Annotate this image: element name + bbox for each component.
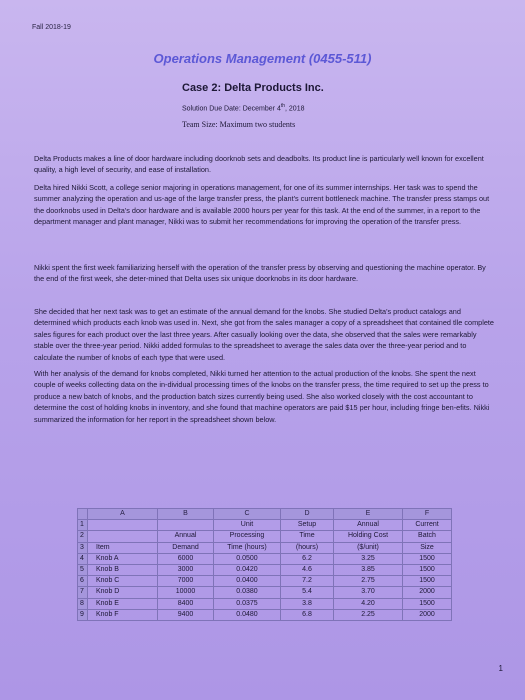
paragraph-internship: Delta hired Nikki Scott, a college senior majoring in operations management, for one of its summer internships. Her task was to spend the summer analyzing the operation and us-age of the large transfer press, the plant's current bottleneck machine. The transfer press stamps out the doorknobs used in Delta's door hardware and is available 2000 hours per year for this task. At the end of the summer, in a report to the department manager and plant manager, Nikki was to submit her recommendations for improving the operation of the transfer press. bbox=[34, 183, 490, 227]
header-cell: Annual bbox=[158, 531, 214, 542]
column-letter: E bbox=[334, 509, 403, 520]
header-cell: Time bbox=[281, 531, 334, 542]
header-cell: Demand bbox=[158, 542, 214, 553]
table-row bbox=[78, 553, 452, 564]
row-number: 2 bbox=[78, 531, 88, 542]
header-cell: Processing bbox=[214, 531, 281, 542]
row-number: 1 bbox=[78, 520, 88, 531]
case-title: Case 2: Delta Products Inc. bbox=[182, 82, 324, 94]
table-cell: 1500 bbox=[403, 564, 452, 575]
table-cell: 0.0480 bbox=[214, 609, 281, 620]
table-cell: 4.20 bbox=[334, 598, 403, 609]
paragraph-first-week: Nikki spent the first week familiarizing herself with the operation of the transfer press by observing and questioning the machine operator. By the end of the first week, she deter-mined that Delta uses six unique doorknobs in its door hardware. bbox=[34, 263, 486, 284]
table-cell: Knob D bbox=[88, 587, 158, 598]
header-cell: Current bbox=[403, 520, 452, 531]
header-cell: Annual bbox=[334, 520, 403, 531]
table-cell: 1500 bbox=[403, 553, 452, 564]
header-cell: Unit bbox=[214, 520, 281, 531]
row-number: 3 bbox=[78, 542, 88, 553]
header-cell: Setup bbox=[281, 520, 334, 531]
column-letter: B bbox=[158, 509, 214, 520]
row-number: 9 bbox=[78, 609, 88, 620]
table-cell: 4.6 bbox=[281, 564, 334, 575]
table-cell: Knob F bbox=[88, 609, 158, 620]
table-cell: 3.8 bbox=[281, 598, 334, 609]
row-number: 8 bbox=[78, 598, 88, 609]
table-cell: 3.70 bbox=[334, 587, 403, 598]
table-cell: 2.25 bbox=[334, 609, 403, 620]
table-cell: 0.0500 bbox=[214, 553, 281, 564]
table-row bbox=[78, 587, 452, 598]
table-cell: 0.0380 bbox=[214, 587, 281, 598]
table-row bbox=[78, 609, 452, 620]
header-row bbox=[78, 520, 452, 531]
header-row bbox=[78, 531, 452, 542]
header-cell: Item bbox=[88, 542, 158, 553]
header-cell: Holding Cost bbox=[334, 531, 403, 542]
table-cell: 2.75 bbox=[334, 576, 403, 587]
table-cell: 3.25 bbox=[334, 553, 403, 564]
column-letter: C bbox=[214, 509, 281, 520]
table-cell: 5.4 bbox=[281, 587, 334, 598]
row-number: 4 bbox=[78, 553, 88, 564]
table-cell: 0.0400 bbox=[214, 576, 281, 587]
table-cell: Knob C bbox=[88, 576, 158, 587]
table-cell: 3.85 bbox=[334, 564, 403, 575]
column-letter: A bbox=[88, 509, 158, 520]
header-cell bbox=[88, 520, 158, 531]
table-cell: 2000 bbox=[403, 587, 452, 598]
table-cell: 1500 bbox=[403, 598, 452, 609]
header-cell: Batch bbox=[403, 531, 452, 542]
table-cell: 0.0375 bbox=[214, 598, 281, 609]
paragraph-demand: She decided that her next task was to get an estimate of the annual demand for the knobs. She studied Delta's product catalogs and determined which products each knob was used in. Next, she got from the sales manager a copy of a spreadsheet that contained tlle complete sales figures for each product over the last three years. After casually looking over the data, she observed that the sales were remarkably stable over the three-year period. Nikki added formulas to the spreadsheet to average the sales data over the three-year period and to calculate the number of knobs of each type that were used. bbox=[34, 307, 494, 362]
course-title: Operations Management (0455-511) bbox=[153, 51, 372, 66]
spreadsheet-table bbox=[77, 508, 452, 621]
table-cell: 10000 bbox=[158, 587, 214, 598]
column-letter: D bbox=[281, 509, 334, 520]
team-size: Team Size: Maximum two students bbox=[182, 120, 296, 129]
table-cell: 8400 bbox=[158, 598, 214, 609]
row-number: 5 bbox=[78, 564, 88, 575]
header-cell bbox=[158, 520, 214, 531]
table-cell: Knob A bbox=[88, 553, 158, 564]
header-cell bbox=[88, 531, 158, 542]
table-cell: 2000 bbox=[403, 609, 452, 620]
header-cell: (hours) bbox=[281, 542, 334, 553]
header-cell: Time (hours) bbox=[214, 542, 281, 553]
page-number: 1 bbox=[498, 664, 503, 673]
table-cell: 6000 bbox=[158, 553, 214, 564]
table-cell: Knob E bbox=[88, 598, 158, 609]
table-cell: 3000 bbox=[158, 564, 214, 575]
table-cell: Knob B bbox=[88, 564, 158, 575]
table-cell: 9400 bbox=[158, 609, 214, 620]
table-cell: 1500 bbox=[403, 576, 452, 587]
table-cell: 6.8 bbox=[281, 609, 334, 620]
row-number: 7 bbox=[78, 587, 88, 598]
column-letter-row bbox=[78, 509, 452, 520]
table-row bbox=[78, 576, 452, 587]
corner-cell bbox=[78, 509, 88, 520]
table-cell: 6.2 bbox=[281, 553, 334, 564]
header-cell: Size bbox=[403, 542, 452, 553]
header-cell: ($/unit) bbox=[334, 542, 403, 553]
table-cell: 7000 bbox=[158, 576, 214, 587]
term-label: Fall 2018-19 bbox=[32, 24, 71, 31]
header-row bbox=[78, 542, 452, 553]
paragraph-production: With her analysis of the demand for knobs completed, Nikki turned her attention to the actual production of the knobs. She spent the next couple of weeks collecting data on the in-dividual processing times of the knobs on the transfer press, the time required to set up the press to produce a new batch of knobs, and the production batch sizes currently being used. She also worked closely with the cost accountant to determine the cost of holding knobs in inventory, and she found that machine operators are paid $15 per hour, including fringe ben-efits. Nikki summarized the information for her report in the spreadsheet shown below. bbox=[34, 369, 490, 424]
table-cell: 0.0420 bbox=[214, 564, 281, 575]
table-cell: 7.2 bbox=[281, 576, 334, 587]
row-number: 6 bbox=[78, 576, 88, 587]
table-row bbox=[78, 564, 452, 575]
column-letter: F bbox=[403, 509, 452, 520]
table-row bbox=[78, 598, 452, 609]
paragraph-intro: Delta Products makes a line of door hardware including doorknob sets and deadbolts. Its product line is particularly well known for excellent quality, a high level of security, and ease of installation. bbox=[34, 154, 484, 175]
due-date: Solution Due Date: December 4th, 2018 bbox=[182, 103, 305, 113]
